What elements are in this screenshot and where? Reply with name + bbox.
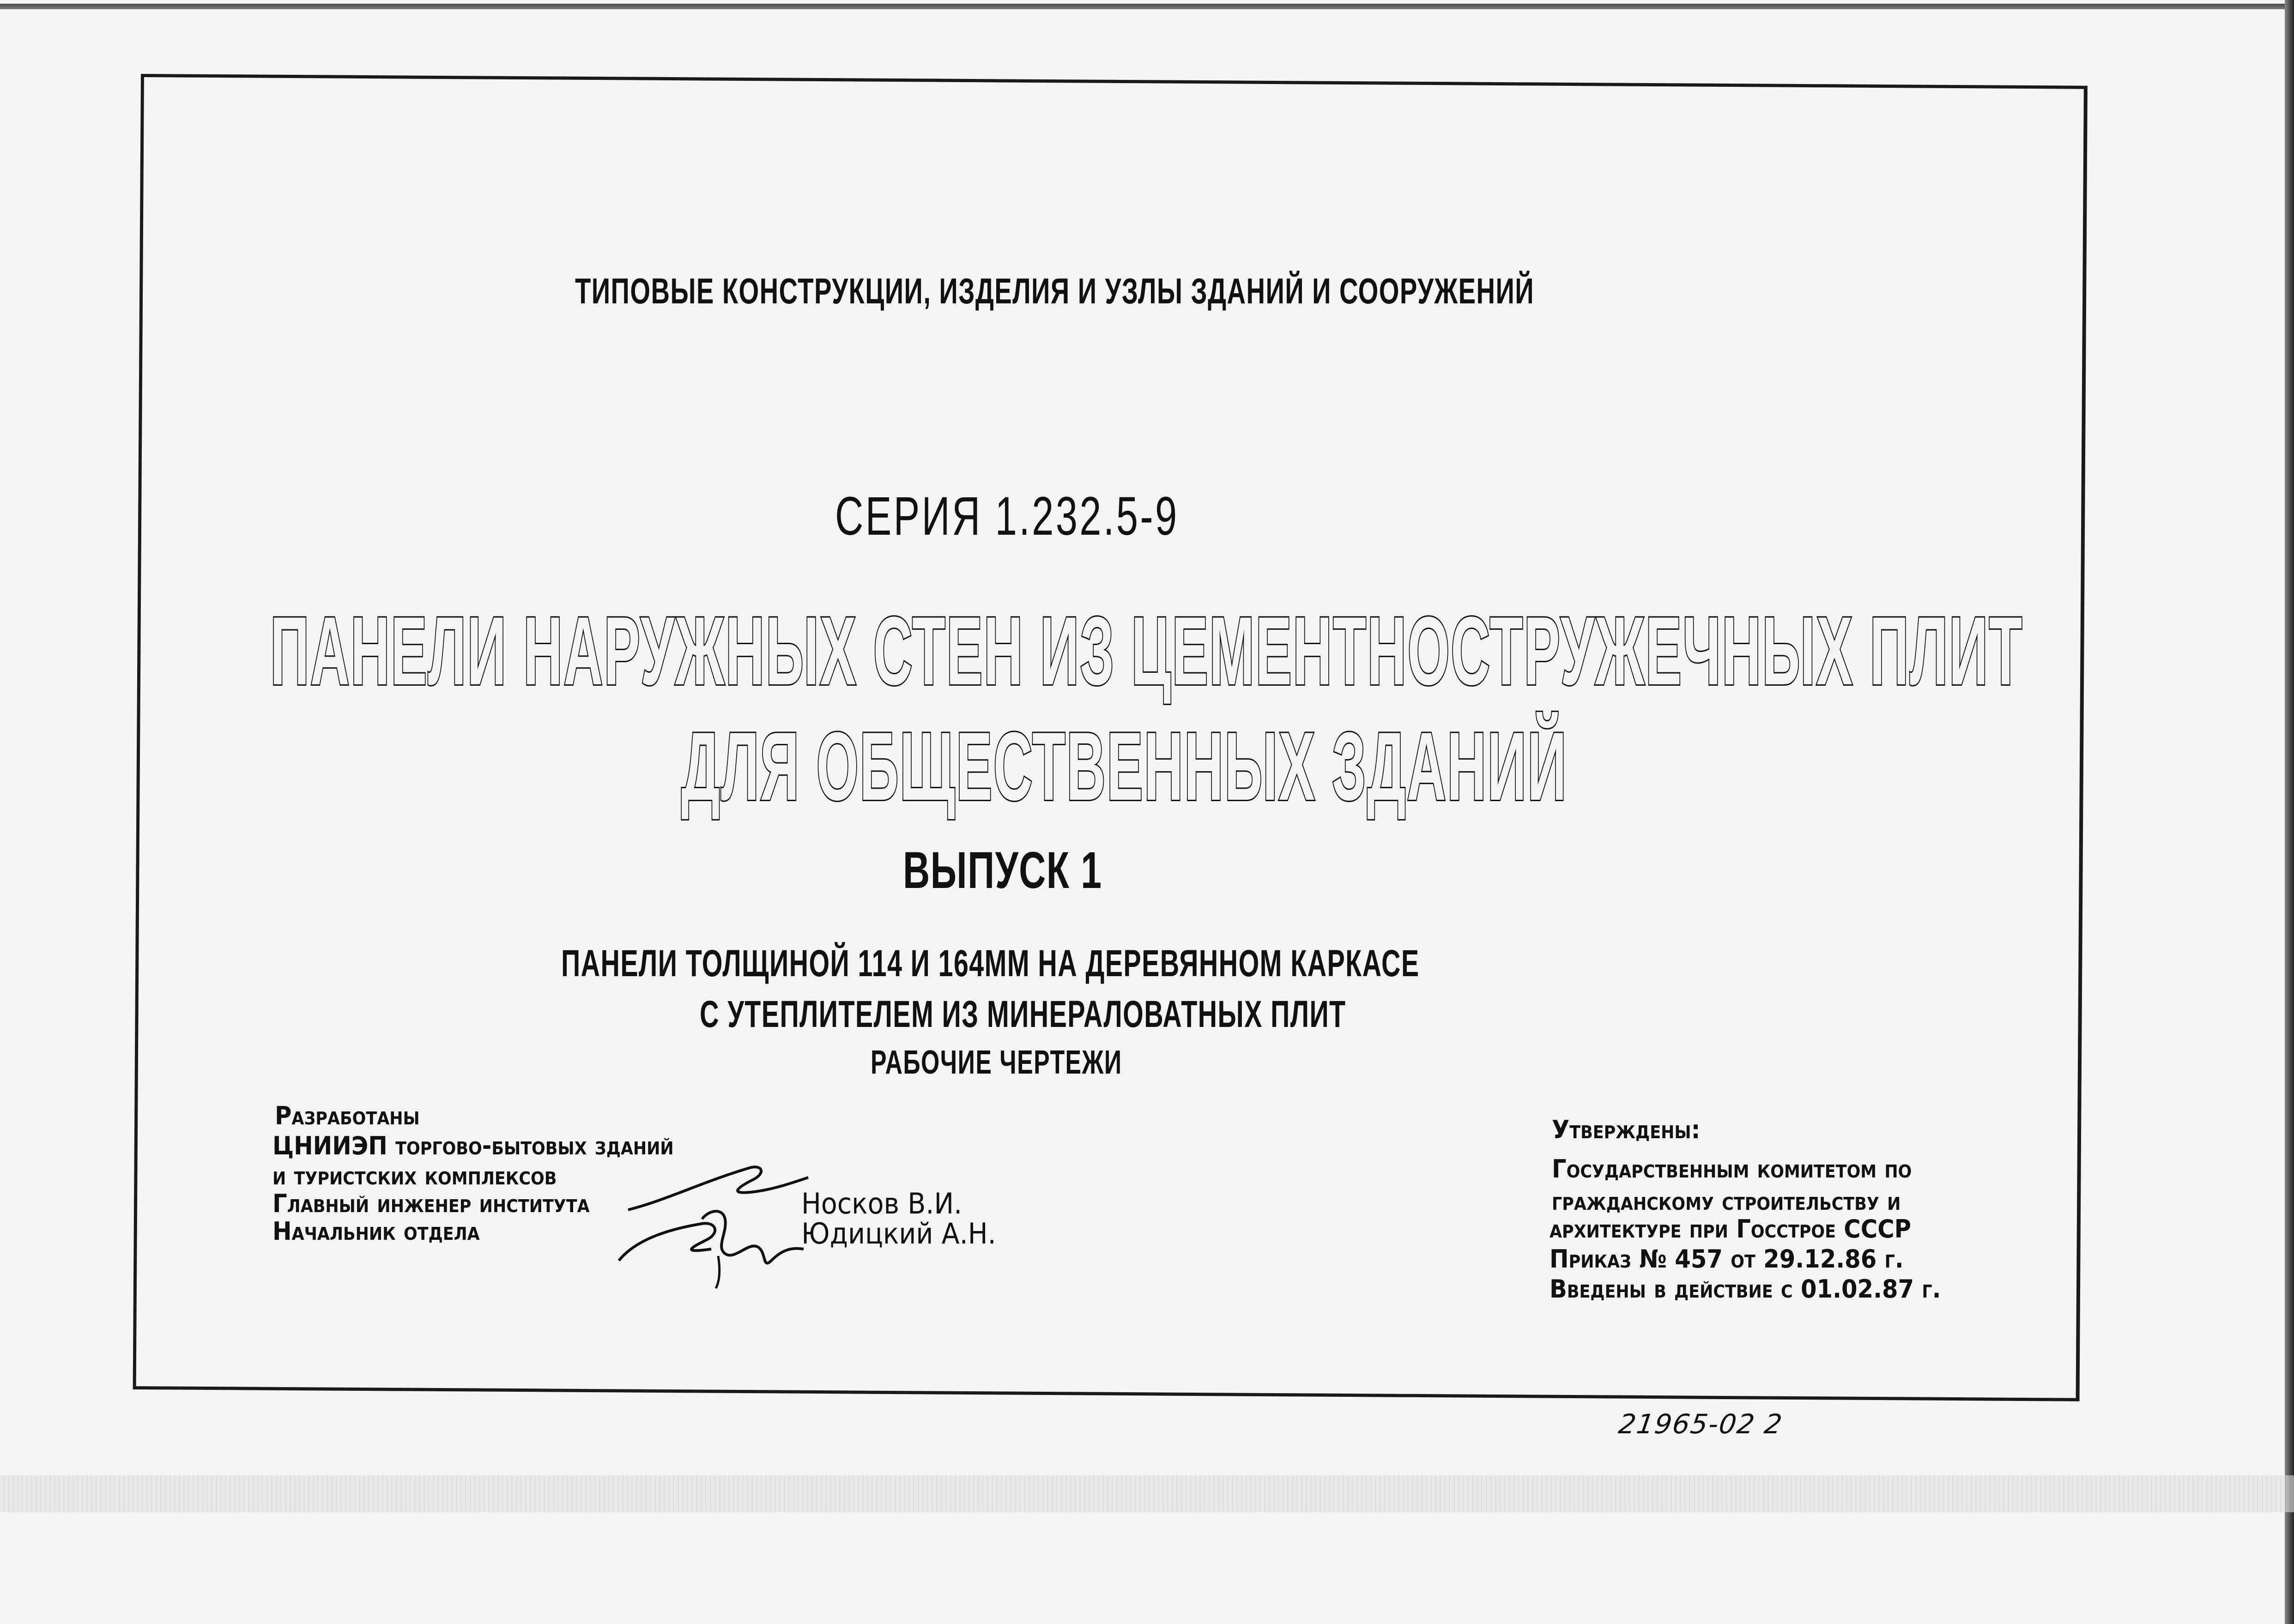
subtitle-line-1: ПАНЕЛИ ТОЛЩИНОЙ 114 И 164ММ НА ДЕРЕВЯННОМ КАРКАСЕ	[561, 942, 1420, 984]
effective-date: Введены в действие с 01.02.87 г.	[1550, 1274, 1941, 1304]
scan-noise-bottom	[0, 1475, 2294, 1512]
approval-heading: Утверждены:	[1552, 1115, 1701, 1144]
approval-authority-2: гражданскому строительству и	[1552, 1187, 1901, 1216]
scan-edge-right	[2285, 0, 2294, 1624]
issue-number: ВЫПУСК 1	[903, 841, 1102, 899]
series-number: СЕРИЯ 1.232.5-9	[835, 486, 1179, 547]
scan-edge-top	[0, 4, 2294, 9]
archive-stamp-number: 21965-02 2	[1616, 1408, 1785, 1440]
chief-engineer-name: Носков В.И.	[801, 1187, 962, 1220]
subtitle-line-2: С УТЕПЛИТЕЛЕМ ИЗ МИНЕРАЛОВАТНЫХ ПЛИТ	[700, 993, 1346, 1035]
approval-authority-1: Государственным комитетом по	[1552, 1154, 1912, 1183]
developer-institute: ЦНИИЭП торгово-бытовых зданий	[272, 1131, 674, 1160]
order-number: Приказ № 457 от 29.12.86 г.	[1550, 1244, 1904, 1274]
department-head-label: Начальник отдела	[272, 1217, 480, 1246]
main-title-line-1: ПАНЕЛИ НАРУЖНЫХ СТЕН ИЗ ЦЕМЕНТНОСТРУЖЕЧНЫХ ПЛИТ	[270, 597, 2023, 705]
subtitle-line-3: РАБОЧИЕ ЧЕРТЕЖИ	[871, 1044, 1122, 1081]
main-title-line-2: ДЛЯ ОБЩЕСТВЕННЫХ ЗДАНИЙ	[681, 712, 1568, 821]
developers-heading: Разработаны	[275, 1101, 420, 1130]
chief-engineer-label: Главный инженер института	[272, 1189, 590, 1218]
handwritten-signatures	[610, 1154, 831, 1293]
department-head-name: Юдицкий А.Н.	[801, 1217, 996, 1250]
developer-institute-cont: и туристских комплексов	[272, 1161, 557, 1190]
approval-authority-3: архитектуре при Госстрое СССР	[1550, 1214, 1912, 1244]
series-category-heading: ТИПОВЫЕ КОНСТРУКЦИИ, ИЗДЕЛИЯ И УЗЛЫ ЗДАНИЙ И СООРУЖЕНИЙ	[575, 271, 1535, 311]
